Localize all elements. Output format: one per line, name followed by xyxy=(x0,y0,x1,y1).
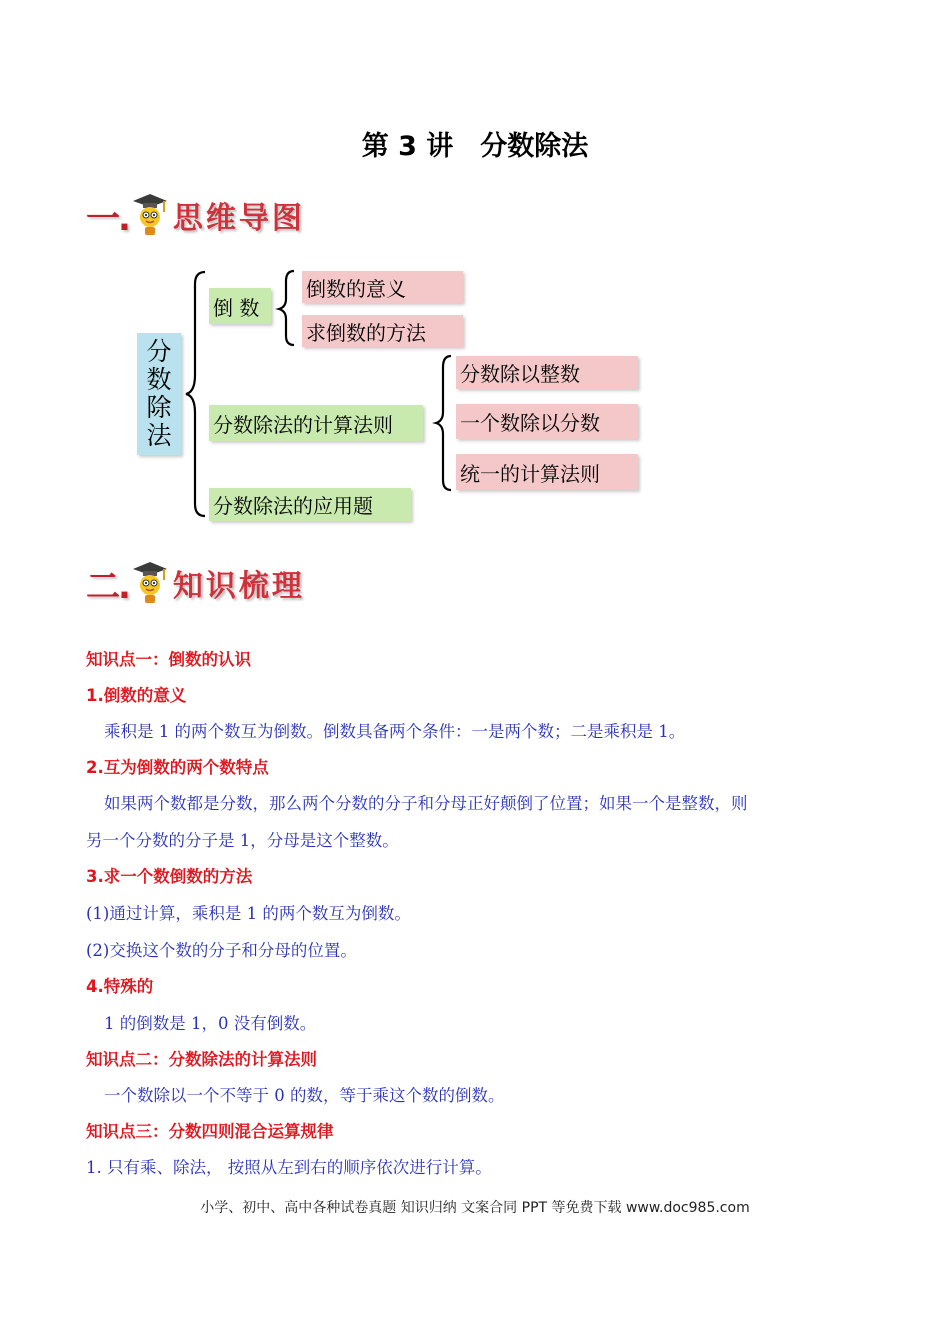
node-fraction-div-integer: 分数除以整数 xyxy=(456,356,638,389)
subheading-features: 2.互为倒数的两个数特点 xyxy=(86,758,269,777)
paragraph: 1 的倒数是 1，0 没有倒数。 xyxy=(104,1014,317,1033)
paragraph: 乘积是 1 的两个数互为倒数。倒数具备两个条件：一是两个数；二是乘积是 1。 xyxy=(104,722,686,741)
node-reciprocal-method: 求倒数的方法 xyxy=(302,315,463,347)
paragraph: (2)交换这个数的分子和分母的位置。 xyxy=(86,941,357,960)
root-char: 数 xyxy=(146,365,172,394)
section-number: 一. xyxy=(86,198,129,239)
paragraph: 另一个分数的分子是 1，分母是这个整数。 xyxy=(86,831,399,850)
paragraph: 一个数除以一个不等于 0 的数，等于乘这个数的倒数。 xyxy=(104,1086,505,1105)
node-division-rules: 分数除法的计算法则 xyxy=(209,405,423,441)
reciprocal-brace xyxy=(279,271,294,345)
node-unified-rule: 统一的计算法则 xyxy=(456,454,638,490)
node-number-div-fraction: 一个数除以分数 xyxy=(456,404,638,439)
page-title: 第 3 讲 分数除法 xyxy=(361,131,589,162)
page-footer: 小学、初中、高中各种试卷真题 知识归纳 文案合同 PPT 等免费下载 www.doc985.com xyxy=(200,1200,750,1216)
paragraph: (1)通过计算，乘积是 1 的两个数互为倒数。 xyxy=(86,904,411,923)
root-node xyxy=(137,333,181,455)
paragraph: 如果两个数都是分数，那么两个分数的分子和分母正好颠倒了位置；如果一个是整数，则 xyxy=(104,794,748,813)
paragraph: 1. 只有乘、除法， 按照从左到右的顺序依次进行计算。 xyxy=(86,1158,492,1177)
section-number: 二. xyxy=(86,566,129,607)
knowledge-point-1: 知识点一：倒数的认识 xyxy=(86,650,251,669)
knowledge-point-3: 知识点三：分数四则混合运算规律 xyxy=(86,1122,334,1141)
subheading-method: 3.求一个数倒数的方法 xyxy=(86,867,253,886)
rules-brace xyxy=(436,356,451,490)
section-heading-knowledge xyxy=(86,558,305,608)
root-char: 除 xyxy=(146,393,172,422)
node-reciprocal-meaning: 倒数的意义 xyxy=(302,271,463,303)
graduate-mascot-icon xyxy=(131,560,169,606)
node-applications: 分数除法的应用题 xyxy=(209,488,411,521)
section-title: 思维导图 xyxy=(172,201,305,236)
knowledge-point-2: 知识点二：分数除法的计算法则 xyxy=(86,1050,317,1069)
root-char: 分 xyxy=(146,337,172,366)
root-char: 法 xyxy=(146,421,172,450)
node-reciprocal: 倒 数 xyxy=(209,288,271,324)
subheading-special: 4.特殊的 xyxy=(86,977,154,996)
subheading-meaning: 1.倒数的意义 xyxy=(86,686,187,705)
section-title: 知识梳理 xyxy=(172,569,305,604)
root-brace xyxy=(186,272,205,516)
